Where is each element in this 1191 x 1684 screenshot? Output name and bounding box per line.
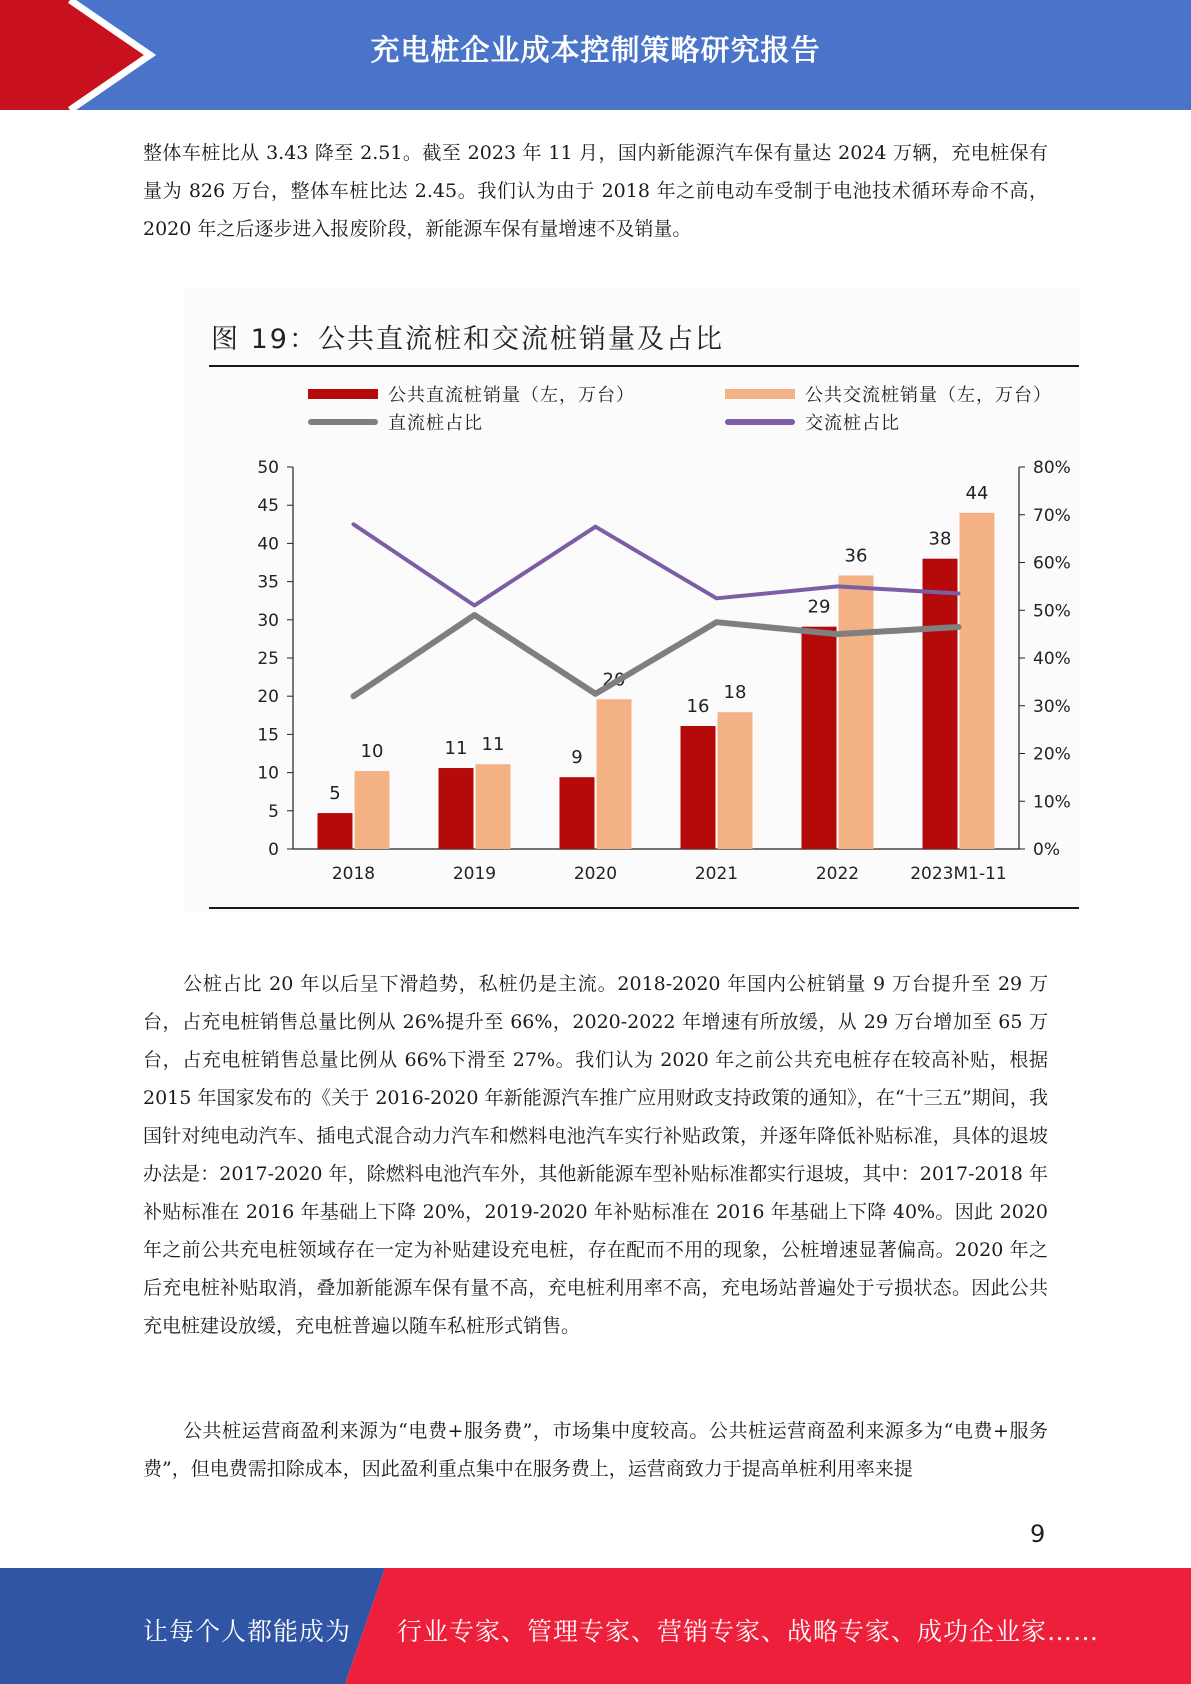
x-tick-label: 2019 xyxy=(452,864,497,884)
paragraph-3: 公共桩运营商盈利来源为“电费+服务费”，市场集中度较高。公共桩运营商盈利来源多为“电费+服务费”，但电费需扣除成本，因此盈利重点集中在服务费上，运营商致力于提高单桩利用率来提 xyxy=(143,1420,1048,1480)
bar-label-ac-sales: 10 xyxy=(360,741,384,763)
bar-dc-sales xyxy=(439,768,474,849)
bar-label-dc-sales: 5 xyxy=(329,783,341,805)
bar-label-dc-sales: 11 xyxy=(444,738,468,760)
bar-ac-sales xyxy=(718,712,753,849)
bar-label-ac-sales: 11 xyxy=(481,734,505,756)
bar-ac-sales xyxy=(597,699,632,849)
sales-chart xyxy=(183,287,1080,912)
y-right-tick-label: 70% xyxy=(1033,505,1071,526)
y-right-tick-label: 50% xyxy=(1033,601,1071,622)
y-left-tick-label: 0 xyxy=(268,840,279,860)
bar-label-dc-sales: 29 xyxy=(807,596,831,618)
y-left-tick-label: 30 xyxy=(257,610,279,631)
bar-label-ac-sales: 20 xyxy=(602,669,626,691)
y-left-tick-label: 25 xyxy=(257,649,279,669)
bar-ac-sales xyxy=(960,513,995,849)
footer-slogan-right: 行业专家、管理专家、营销专家、战略专家、成功企业家…… xyxy=(397,1617,1100,1646)
paragraph-1: 整体车桩比从 3.43 降至 2.51。截至 2023 年 11 月，国内新能源汽车保有量达 2024 万辆，充电桩保有量为 826 万台，整体车桩比达 2.45。我们认为由于 2018 年之前电动车受制于电池技术循环寿命不高，2020 年之后逐步进入报废阶段，新能源车保有量增速不及销量。 xyxy=(143,142,1048,240)
bar-label-ac-sales: 18 xyxy=(723,682,747,704)
y-right-tick-label: 40% xyxy=(1033,649,1071,669)
page-footer xyxy=(0,1568,1191,1684)
bar-dc-sales xyxy=(560,777,595,849)
legend-label-ac-share: 交流桩占比 xyxy=(805,413,900,434)
x-tick-label: 2020 xyxy=(573,864,618,884)
y-left-tick-label: 5 xyxy=(268,801,279,822)
y-left-tick-label: 10 xyxy=(257,763,279,784)
y-left-tick-label: 35 xyxy=(257,572,279,593)
bar-dc-sales xyxy=(923,559,958,849)
y-left-tick-label: 15 xyxy=(257,725,279,746)
paragraph-2: 公桩占比 20 年以后呈下滑趋势，私桩仍是主流。2018-2020 年国内公桩销量 9 万台提升至 29 万台，占充电桩销售总量比例从 26%提升至 66%，2020-2022 年增速有所放缓，从 29 万台增加至 65 万台，占充电桩销售总量比例从 66%下滑至 27%。我们认为 2020 年之前公共充电桩存在较高补贴，根据 2015 年国家发布的《关于 2016-2020 年新能源汽车推广应用财政支持政策的通知》，在“十三五”期间，我国针对纯电动汽车、插电式混合动力汽车和燃料电池汽车实行补贴政策，并逐年降低补贴标准，具体的退坡办法是：2017-2020 年，除燃料电池汽车外，其他新能源车型补贴标准都实行退坡，其中：2017-2018 年补贴标准在 2016 年基础上下降 20%，2019-2020 年补贴标准在 2016 年基础上下降 40%。因此 2020 年之前公共充电桩领域存在一定为补贴建设充电桩，存在配而不用的现象，公桩增速显著偏高。2020 年之后充电桩补贴取消，叠加新能源车保有量不高，充电桩利用率不高，充电场站普遍处于亏损状态。因此公共充电桩建设放缓，充电桩普遍以随车私桩形式销售。 xyxy=(143,973,1048,1337)
page-header xyxy=(0,0,1191,110)
bar-dc-sales xyxy=(318,813,353,849)
y-right-tick-label: 10% xyxy=(1033,792,1071,813)
bar-ac-sales xyxy=(355,771,390,849)
y-left-tick-label: 45 xyxy=(257,496,279,517)
figure-bottom-rule xyxy=(209,907,1079,909)
x-tick-label: 2018 xyxy=(331,864,376,884)
y-left-tick-label: 20 xyxy=(257,687,279,708)
y-left-tick-label: 50 xyxy=(257,458,279,478)
bar-ac-sales xyxy=(476,764,511,849)
legend-label-ac-sales: 公共交流桩销量（左，万台） xyxy=(805,385,1052,406)
y-right-tick-label: 80% xyxy=(1033,458,1071,478)
bar-dc-sales xyxy=(681,726,716,849)
page-number: 9 xyxy=(1030,1520,1046,1548)
bar-dc-sales xyxy=(802,627,837,849)
y-left-tick-label: 40 xyxy=(257,534,279,555)
y-right-tick-label: 30% xyxy=(1033,696,1071,717)
x-tick-label: 2022 xyxy=(815,864,860,884)
header-title: 充电桩企业成本控制策略研究报告 xyxy=(370,33,821,67)
footer-slogan-left: 让每个人都能成为 xyxy=(143,1617,352,1646)
legend-label-dc-share: 直流桩占比 xyxy=(388,413,483,434)
x-tick-label: 2021 xyxy=(694,864,739,884)
y-right-tick-label: 20% xyxy=(1033,744,1071,765)
y-right-tick-label: 0% xyxy=(1033,840,1060,860)
legend-label-dc-sales: 公共直流桩销量（左，万台） xyxy=(388,385,635,406)
bar-label-dc-sales: 16 xyxy=(686,695,710,717)
y-right-tick-label: 60% xyxy=(1033,553,1071,574)
figure-19 xyxy=(183,287,1080,912)
bar-label-ac-sales: 44 xyxy=(965,482,989,504)
bar-label-dc-sales: 9 xyxy=(571,747,583,769)
bar-label-ac-sales: 36 xyxy=(844,545,868,567)
figure-caption: 图 19：公共直流桩和交流桩销量及占比 xyxy=(211,324,724,355)
x-tick-label: 2023M1-11 xyxy=(910,864,1007,884)
bar-ac-sales xyxy=(839,575,874,849)
bar-label-dc-sales: 38 xyxy=(928,528,952,550)
